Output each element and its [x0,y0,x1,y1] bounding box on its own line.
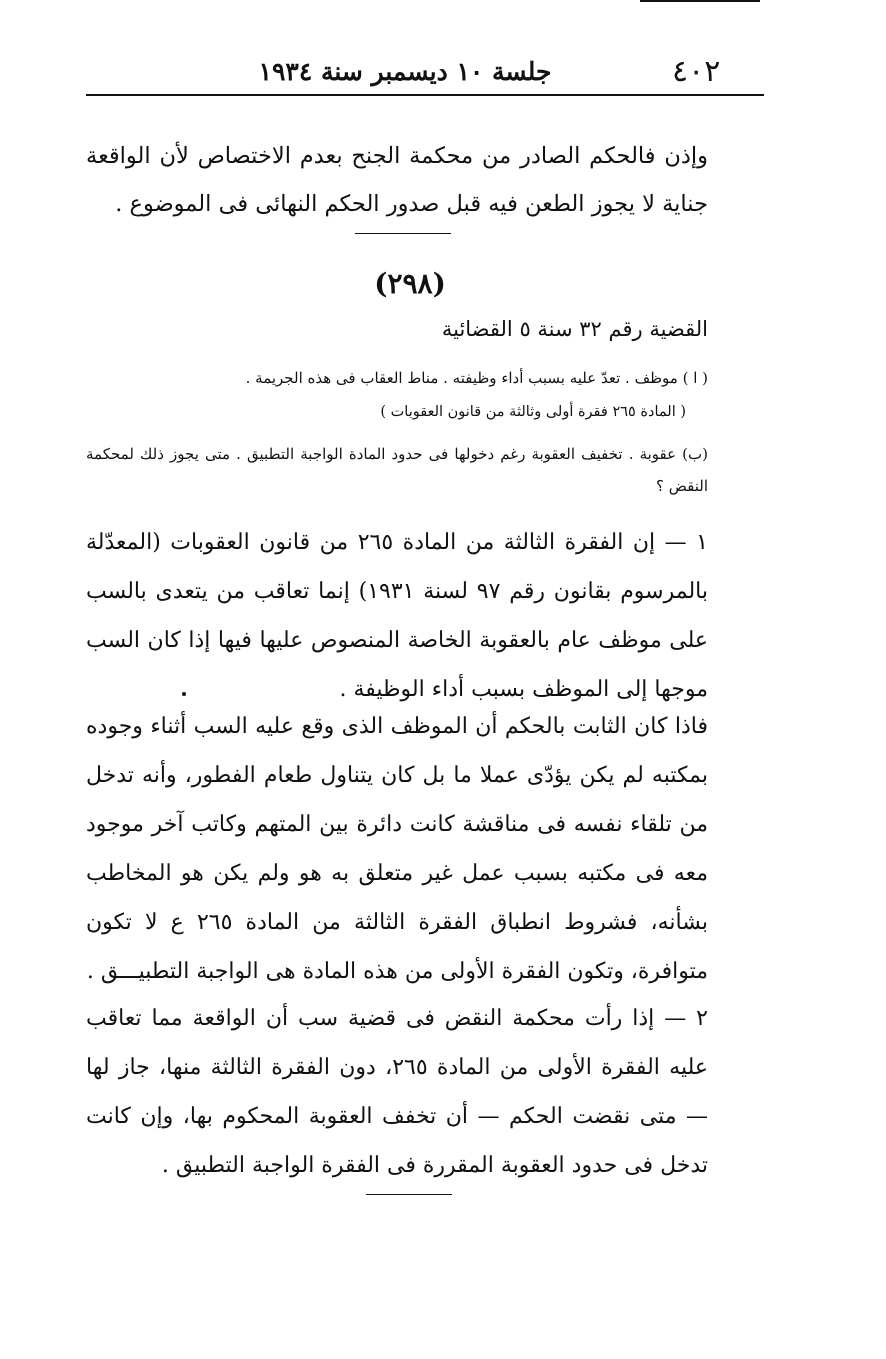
page-number: ٤٠٢ [672,54,721,89]
principle-1-continued: فاذا كان الثابت بالحكم أن الموظف الذى وقع عليه السب أثناء وجوده بمكتبه لم يكن يؤدّى عملا ما بل كان يتناول طعام الفطور، وأنه تدخل من تلقاء نفسه فى مناقشة كانت دائرة بين المتهم وكاتب آخر موجود معه فى مكتبه بسبب عمل غير متعلق به هو ولم يكن هو المخاطب بشأنه، فشروط انطباق الفقرة الثالثة من المادة ٢٦٥ ع لا تكون متوافرة، وتكون الفقرة الأولى من هذه المادة هى الواجبة التطبيـــق . [86,714,708,984]
ink-dot [182,692,186,696]
intro-paragraph: وإذن فالحكم الصادر من محكمة الجنح بعدم الاختصاص لأن الواقعة جناية لا يجوز الطعن فيه قبل صدور الحكم النهائى فى الموضوع . [86,143,708,217]
session-header: جلسة ١٠ ديسمبر سنة ١٩٣٤ [258,57,552,86]
section-divider [355,233,451,234]
headnote-a-reference: ( المادة ٢٦٥ فقرة أولى وثالثة من قانون العقوبات ) [380,404,686,420]
top-edge-line [640,0,760,2]
end-divider [366,1194,452,1195]
header-rule [86,94,764,96]
headnote-a: ( ا ) موظف . تعدّ عليه بسبب أداء وظيفته . مناط العقاب فى هذه الجريمة . [245,369,708,387]
headnote-b: (ب) عقوبة . تخفيف العقوبة رغم دخولها فى حدود المادة الواجبة التطبيق . متى يجوز ذلك لمحكمة النقض ؟ [86,445,708,495]
case-reference: القضية رقم ٣٢ سنة ٥ القضائية [441,317,708,341]
case-number: (٢٩٨) [374,267,446,300]
principle-1: ١ — إن الفقرة الثالثة من المادة ٢٦٥ من قانون العقوبات (المعدّلة بالمرسوم بقانون رقم ٩٧ لسنة ١٩٣١) إنما تعاقب من يتعدى بالسب على موظف عام بالعقوبة الخاصة المنصوص عليها فيها إذا كان السب موجها إلى الموظف بسبب أداء الوظيفة . [86,530,708,702]
principle-2: ٢ — إذا رأت محكمة النقض فى قضية سب أن الواقعة مما تعاقب عليه الفقرة الأولى من المادة ٢٦٥، دون الفقرة الثالثة منها، جاز لها — متى نقضت الحكم — أن تخفف العقوبة المحكوم بها، وإن كانت تدخل فى حدود العقوبة المقررة فى الفقرة الواجبة التطبيق . [86,1006,708,1178]
